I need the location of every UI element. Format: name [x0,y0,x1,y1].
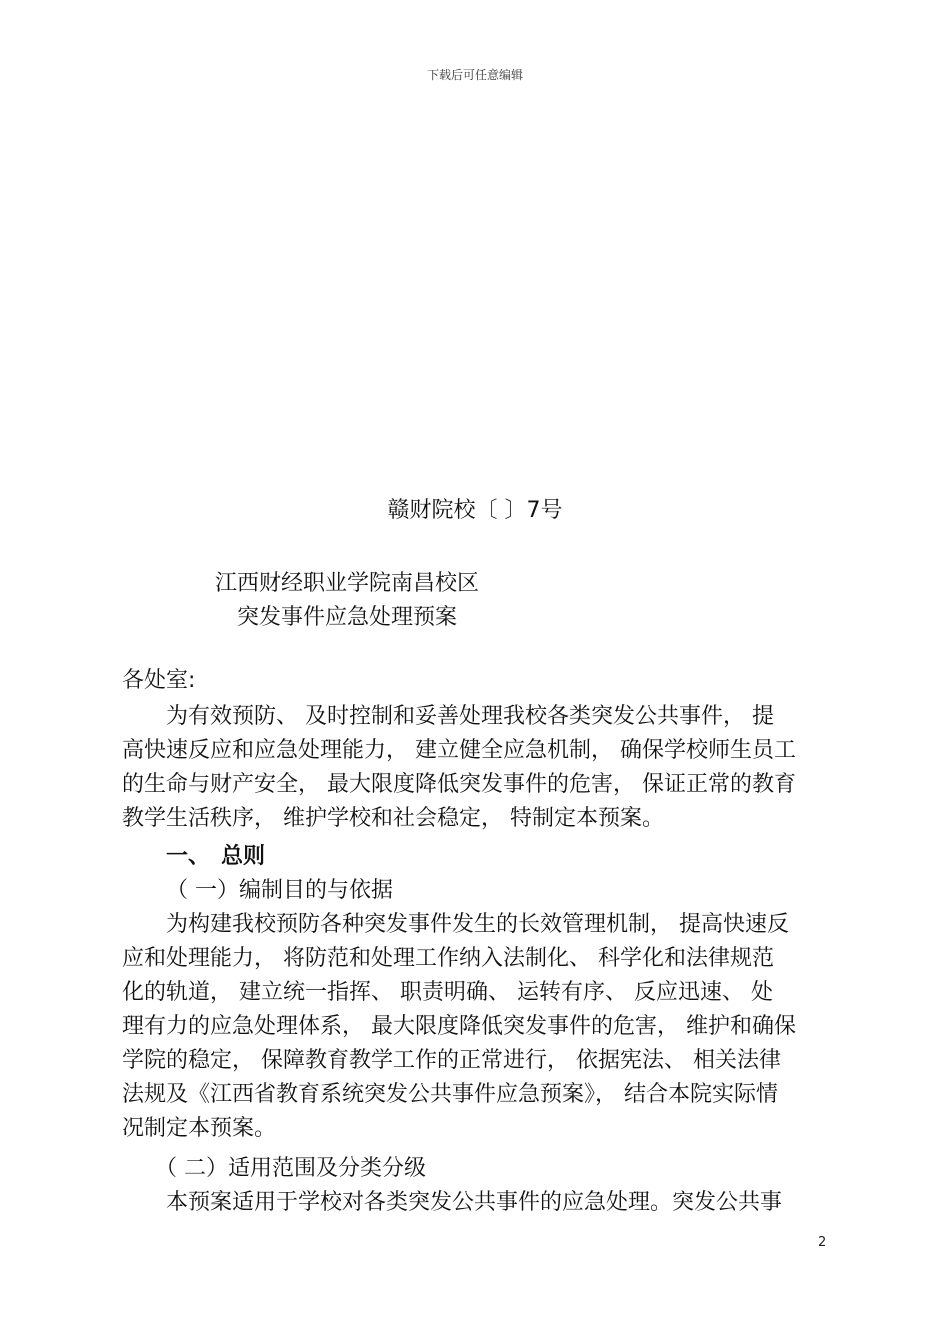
intro-line-2: 高快速反应和应急处理能力， 建立健全应急机制， 确保学校师生员工 [122,738,796,763]
page-number: 2 [818,1235,827,1250]
salutation: 各处室: [122,668,196,693]
intro-line-1: 为有效预防、 及时控制和妥善处理我校各类突发公共事件， 提 [122,704,774,729]
subsection1-line-6: 法规及《江西省教育系统突发公共事件应急预案》， 结合本院实际情 [122,1082,778,1107]
subsection1-line-1: 为构建我校预防各种突发事件发生的长效管理机制， 提高快速反 [122,912,789,937]
subsection1-line-4: 理有力的应急处理体系， 最大限度降低突发事件的危害， 维护和确保 [122,1014,796,1039]
title-line-2: 突发事件应急处理预案 [237,605,458,630]
subsection1-line-2: 应和处理能力， 将防范和处理工作纳入法制化、 科学化和法律规范 [122,946,774,971]
intro-line-4: 教学生活秩序， 维护学校和社会稳定， 特制定本预案。 [122,806,664,831]
header-note: 下载后可任意编辑 [426,68,523,82]
document-number: 赣财院校〔 〕7号 [387,498,563,523]
intro-line-3: 的生命与财产安全， 最大限度降低突发事件的危害， 保证正常的教育 [122,772,796,797]
title-line-1: 江西财经职业学院南昌校区 [215,571,480,596]
subsection-heading-2: （ 二）适用范围及分类分级 [155,1156,426,1181]
subsection1-line-3: 化的轨道， 建立统一指挥、 职责明确、 运转有序、 反应迅速、 处 [122,980,773,1005]
subsection1-line-5: 学院的稳定， 保障教育教学工作的正常进行， 依据宪法、 相关法律 [122,1048,781,1073]
subsection-heading-1: （ 一）编制目的与依据 [166,878,393,903]
section-heading-1: 一、 总则 [166,844,266,869]
subsection1-line-7: 况制定本预案。 [122,1116,277,1141]
subsection2-line-1: 本预案适用于学校对各类突发公共事件的应急处理。突发公共事 [122,1190,783,1215]
